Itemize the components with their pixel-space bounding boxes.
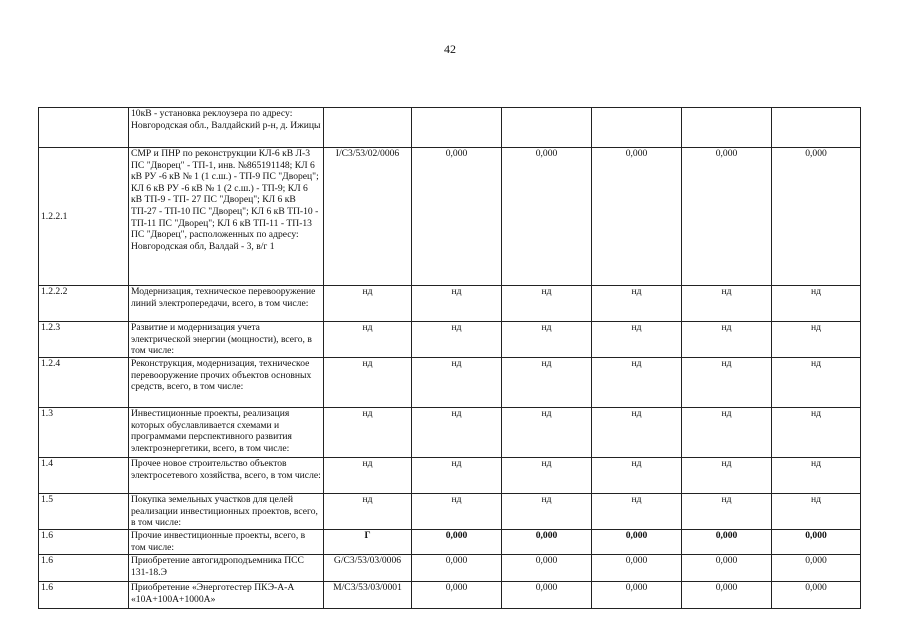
- row-value: [412, 108, 502, 148]
- row-value: нд: [772, 286, 861, 322]
- row-value: нд: [772, 358, 861, 408]
- row-value: нд: [502, 494, 592, 530]
- table-row: [39, 408, 861, 458]
- row-value: 0,000: [592, 530, 682, 555]
- row-value: 0,000: [412, 582, 502, 609]
- row-description: Реконструкция, модернизация, техническое перевооружение прочих объектов основных средств, всего, в том числе:: [129, 358, 324, 408]
- row-value: 0,000: [772, 555, 861, 582]
- row-value: 0,000: [592, 148, 682, 286]
- table-row: [39, 530, 861, 555]
- row-code: M/С3/53/03/0001: [324, 582, 412, 609]
- row-value: нд: [502, 322, 592, 358]
- row-code: [324, 108, 412, 148]
- row-value: нд: [682, 494, 772, 530]
- table-row: [39, 108, 861, 148]
- row-value: 0,000: [682, 582, 772, 609]
- table-row: [39, 555, 861, 582]
- row-code: нд: [324, 494, 412, 530]
- row-value: [502, 108, 592, 148]
- row-code: нд: [324, 322, 412, 358]
- row-value: нд: [592, 408, 682, 458]
- row-value: нд: [592, 458, 682, 494]
- row-number: 1.4: [39, 458, 129, 494]
- row-code: нд: [324, 458, 412, 494]
- row-number: 1.6: [39, 555, 129, 582]
- row-value: нд: [592, 286, 682, 322]
- row-number: 1.2.3: [39, 322, 129, 358]
- row-value: 0,000: [682, 148, 772, 286]
- row-value: [682, 108, 772, 148]
- row-value: нд: [412, 358, 502, 408]
- row-value: 0,000: [412, 530, 502, 555]
- row-value: нд: [502, 358, 592, 408]
- row-value: нд: [412, 458, 502, 494]
- row-value: 0,000: [682, 555, 772, 582]
- row-number: [39, 108, 129, 148]
- row-value: 0,000: [412, 148, 502, 286]
- investment-table: [38, 107, 861, 609]
- row-value: нд: [412, 322, 502, 358]
- row-value: нд: [502, 286, 592, 322]
- row-value: [592, 108, 682, 148]
- table-row: [39, 148, 861, 286]
- table-row: [39, 494, 861, 530]
- row-value: нд: [682, 358, 772, 408]
- row-description: Приобретение автогидроподъемника ПСС 131-18.Э: [129, 555, 324, 582]
- row-value: 0,000: [772, 582, 861, 609]
- row-value: 0,000: [772, 530, 861, 555]
- row-description: Прочие инвестиционные проекты, всего, в том числе:: [129, 530, 324, 555]
- row-value: нд: [592, 494, 682, 530]
- row-description: СМР и ПНР по реконструкции КЛ-6 кВ Л-3 ПС "Дворец" - ТП-1, инв. №865191148; КЛ 6 кВ РУ -6 кВ № 1 (1 с.ш.) - ТП-9 ПС "Дворец"; КЛ 6 кВ РУ -6 кВ № 1 (2 с.ш.) - ТП-9; КЛ 6 кВ ТП-9 - ТП- 27 ПС "Дворец"; КЛ 6 кВ ТП-27 - ТП-10 ПС "Дворец"; КЛ 6 кВ ТП-10 - ТП-11 ПС "Дворец"; КЛ 6 кВ ТП-11 - ТП-13 ПС "Дворец", расположенных по адресу: Новгородская обл, Валдай - 3, в/г 1: [129, 148, 324, 286]
- row-value: 0,000: [412, 555, 502, 582]
- row-value: нд: [412, 494, 502, 530]
- row-description: Развитие и модернизация учета электрической энергии (мощности), всего, в том числе:: [129, 322, 324, 358]
- row-number: 1.6: [39, 530, 129, 555]
- row-value: 0,000: [592, 555, 682, 582]
- row-value: 0,000: [592, 582, 682, 609]
- row-value: 0,000: [502, 582, 592, 609]
- row-number: 1.3: [39, 408, 129, 458]
- row-description: Покупка земельных участков для целей реализации инвестиционных проектов, всего, в том числе:: [129, 494, 324, 530]
- row-description: Инвестиционные проекты, реализация которых обуславливается схемами и программами перспективного развития электроэнергетики, всего, в том числе:: [129, 408, 324, 458]
- row-code: нд: [324, 286, 412, 322]
- row-value: 0,000: [502, 555, 592, 582]
- row-value: нд: [682, 322, 772, 358]
- row-value: нд: [772, 458, 861, 494]
- row-description: 10кВ - установка реклоузера по адресу: Новгородская обл., Валдайский р-н, д. Ижицы: [129, 108, 324, 148]
- row-value: нд: [412, 286, 502, 322]
- table-row: [39, 458, 861, 494]
- table-row: [39, 582, 861, 609]
- row-description: Прочее новое строительство объектов электросетевого хозяйства, всего, в том числе:: [129, 458, 324, 494]
- row-value: нд: [682, 408, 772, 458]
- table-row: [39, 358, 861, 408]
- row-code: нд: [324, 358, 412, 408]
- row-value: нд: [772, 322, 861, 358]
- row-description: Модернизация, техническое перевооружение линий электропередачи, всего, в том числе:: [129, 286, 324, 322]
- row-code: I/С3/53/02/0006: [324, 148, 412, 286]
- row-number: 1.5: [39, 494, 129, 530]
- row-number: 1.2.4: [39, 358, 129, 408]
- row-value: 0,000: [772, 148, 861, 286]
- row-value: нд: [592, 322, 682, 358]
- row-value: нд: [412, 408, 502, 458]
- row-number: 1.2.2.2: [39, 286, 129, 322]
- row-code: Г: [324, 530, 412, 555]
- page-number: 42: [444, 42, 456, 56]
- row-value: нд: [682, 458, 772, 494]
- table-row: [39, 286, 861, 322]
- row-value: нд: [682, 286, 772, 322]
- row-value: 0,000: [502, 148, 592, 286]
- row-number: 1.6: [39, 582, 129, 609]
- row-value: нд: [772, 408, 861, 458]
- row-description: Приобретение «Энерготестер ПКЭ-А-А «10А+100А+1000А»: [129, 582, 324, 609]
- row-value: 0,000: [682, 530, 772, 555]
- row-number: 1.2.2.1: [39, 148, 129, 286]
- row-value: [772, 108, 861, 148]
- row-value: нд: [592, 358, 682, 408]
- row-code: G/С3/53/03/0006: [324, 555, 412, 582]
- table-row: [39, 322, 861, 358]
- row-value: нд: [502, 408, 592, 458]
- row-value: нд: [502, 458, 592, 494]
- row-value: нд: [772, 494, 861, 530]
- row-value: 0,000: [502, 530, 592, 555]
- row-code: нд: [324, 408, 412, 458]
